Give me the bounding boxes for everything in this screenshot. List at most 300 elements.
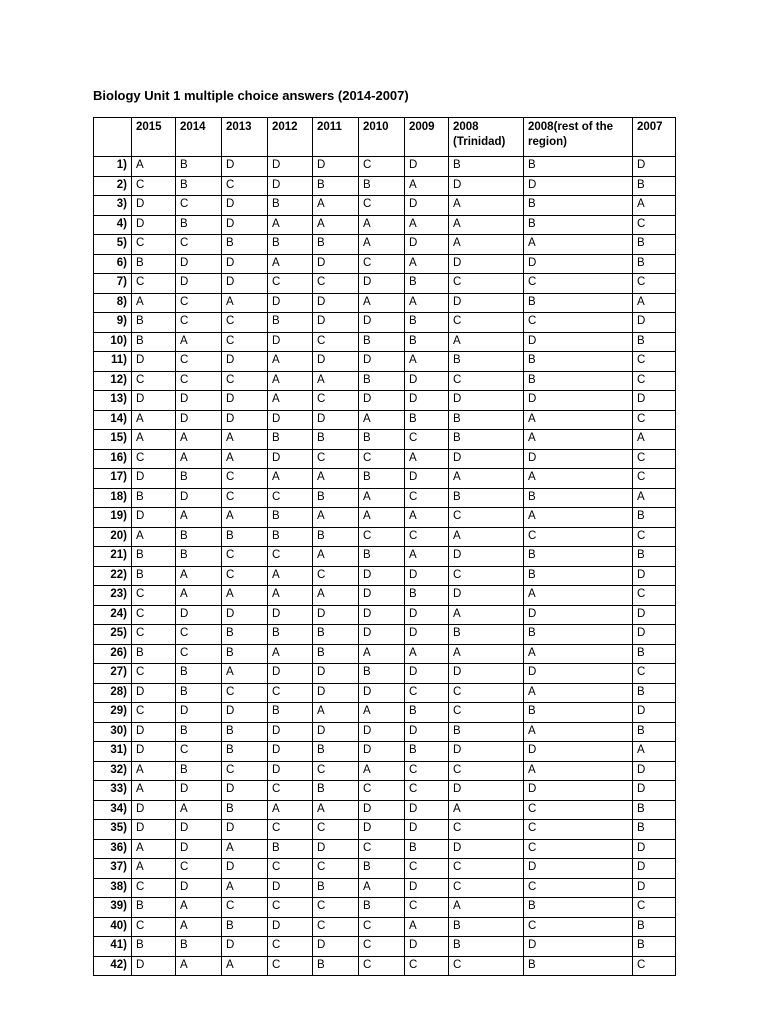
answer-cell: D <box>633 566 676 586</box>
answer-cell: C <box>313 566 359 586</box>
question-number: 19) <box>94 508 132 528</box>
answer-cell: B <box>359 430 405 450</box>
answer-cell: D <box>176 839 222 859</box>
table-row <box>94 196 676 216</box>
answer-cell: D <box>359 683 405 703</box>
answer-cell: D <box>222 703 268 723</box>
answer-cell: B <box>524 196 633 216</box>
answer-cell: A <box>524 644 633 664</box>
table-row <box>94 488 676 508</box>
answer-cell: D <box>359 800 405 820</box>
question-number: 39) <box>94 898 132 918</box>
answer-cell: A <box>268 391 313 411</box>
table-row <box>94 293 676 313</box>
answer-cell: D <box>405 820 449 840</box>
answer-cell: A <box>359 293 405 313</box>
column-header: 2013 <box>222 118 268 157</box>
answer-cell: C <box>268 488 313 508</box>
answer-cell: A <box>313 586 359 606</box>
answer-cell: C <box>222 683 268 703</box>
column-header: 2009 <box>405 118 449 157</box>
question-number: 35) <box>94 820 132 840</box>
answer-cell: D <box>268 332 313 352</box>
answer-cell: C <box>449 566 524 586</box>
answer-cell: C <box>405 430 449 450</box>
answer-cell: B <box>268 703 313 723</box>
question-number: 25) <box>94 625 132 645</box>
answer-cell: A <box>359 235 405 255</box>
answer-cell: C <box>132 703 176 723</box>
answer-cell: B <box>633 547 676 567</box>
question-number: 23) <box>94 586 132 606</box>
answer-cell: D <box>633 391 676 411</box>
answer-cell: D <box>313 664 359 684</box>
answer-cell: C <box>176 644 222 664</box>
answer-cell: A <box>222 839 268 859</box>
answer-cell: C <box>132 605 176 625</box>
table-row <box>94 508 676 528</box>
answer-cell: B <box>359 176 405 196</box>
answer-cell: B <box>359 898 405 918</box>
answer-cell: A <box>132 527 176 547</box>
answer-cell: D <box>176 703 222 723</box>
table-row <box>94 605 676 625</box>
answers-table <box>93 117 676 976</box>
answer-cell: A <box>524 430 633 450</box>
question-number: 29) <box>94 703 132 723</box>
answer-cell: B <box>313 488 359 508</box>
question-number: 32) <box>94 761 132 781</box>
answer-cell: D <box>524 391 633 411</box>
question-number: 12) <box>94 371 132 391</box>
answer-cell: D <box>176 391 222 411</box>
question-number: 31) <box>94 742 132 762</box>
answer-cell: D <box>313 157 359 177</box>
answer-cell: C <box>132 625 176 645</box>
answer-cell: D <box>405 878 449 898</box>
answer-cell: D <box>313 293 359 313</box>
answer-cell: D <box>268 176 313 196</box>
answer-cell: D <box>449 664 524 684</box>
answer-cell: A <box>449 527 524 547</box>
answer-cell: B <box>176 527 222 547</box>
answer-cell: D <box>449 547 524 567</box>
answer-cell: D <box>313 410 359 430</box>
answer-cell: B <box>313 644 359 664</box>
table-row <box>94 274 676 294</box>
question-number: 26) <box>94 644 132 664</box>
table-row <box>94 820 676 840</box>
question-number: 11) <box>94 352 132 372</box>
answer-cell: C <box>132 878 176 898</box>
answer-cell: D <box>524 781 633 801</box>
answer-cell: D <box>359 566 405 586</box>
answer-cell: B <box>132 332 176 352</box>
answer-cell: B <box>524 956 633 976</box>
answer-cell: C <box>633 956 676 976</box>
answer-cell: B <box>268 430 313 450</box>
answer-cell: D <box>268 917 313 937</box>
column-header: 2008 (Trinidad) <box>449 118 524 157</box>
answer-cell: B <box>524 371 633 391</box>
answer-cell: A <box>359 761 405 781</box>
column-header: 2007 <box>633 118 676 157</box>
answer-cell: B <box>176 215 222 235</box>
answer-cell: D <box>132 722 176 742</box>
answer-cell: B <box>405 313 449 333</box>
answer-cell: C <box>524 878 633 898</box>
answer-cell: D <box>359 722 405 742</box>
answer-cell: A <box>132 293 176 313</box>
answer-cell: C <box>633 371 676 391</box>
question-number: 33) <box>94 781 132 801</box>
answer-cell: D <box>268 664 313 684</box>
table-row <box>94 566 676 586</box>
answer-cell: C <box>176 313 222 333</box>
answer-cell: D <box>449 254 524 274</box>
answer-cell: B <box>405 410 449 430</box>
column-header: 2012 <box>268 118 313 157</box>
answer-cell: C <box>405 683 449 703</box>
answer-cell: A <box>524 508 633 528</box>
answer-cell: C <box>313 332 359 352</box>
question-number: 40) <box>94 917 132 937</box>
answer-cell: B <box>313 235 359 255</box>
answer-cell: D <box>313 254 359 274</box>
answer-cell: A <box>405 917 449 937</box>
answer-cell: B <box>268 313 313 333</box>
question-number: 21) <box>94 547 132 567</box>
answer-cell: D <box>359 605 405 625</box>
answer-cell: D <box>359 586 405 606</box>
answer-cell: B <box>449 625 524 645</box>
table-row <box>94 371 676 391</box>
table-row <box>94 352 676 372</box>
answer-cell: A <box>359 703 405 723</box>
answer-cell: A <box>222 293 268 313</box>
answer-cell: D <box>405 722 449 742</box>
answer-cell: D <box>359 625 405 645</box>
question-number: 34) <box>94 800 132 820</box>
answer-cell: C <box>268 859 313 879</box>
answer-cell: A <box>449 235 524 255</box>
answer-cell: B <box>222 527 268 547</box>
answer-cell: B <box>405 332 449 352</box>
answer-cell: C <box>449 683 524 703</box>
answer-cell: A <box>405 449 449 469</box>
table-row <box>94 956 676 976</box>
answer-cell: A <box>313 371 359 391</box>
answer-cell: C <box>313 274 359 294</box>
answer-cell: D <box>222 605 268 625</box>
answer-cell: D <box>405 469 449 489</box>
answer-cell: D <box>132 215 176 235</box>
answer-cell: B <box>633 683 676 703</box>
answer-cell: A <box>176 508 222 528</box>
answer-cell: B <box>132 566 176 586</box>
answer-cell: B <box>405 274 449 294</box>
table-row <box>94 644 676 664</box>
answer-cell: A <box>359 215 405 235</box>
answer-cell: B <box>633 332 676 352</box>
answer-cell: A <box>268 586 313 606</box>
answer-cell: D <box>176 605 222 625</box>
answer-cell: A <box>132 157 176 177</box>
answer-cell: C <box>633 469 676 489</box>
question-number: 27) <box>94 664 132 684</box>
answer-cell: B <box>313 742 359 762</box>
answer-cell: A <box>405 508 449 528</box>
answer-cell: D <box>449 742 524 762</box>
answer-cell: C <box>359 956 405 976</box>
answer-cell: C <box>176 235 222 255</box>
answer-cell: C <box>359 196 405 216</box>
answer-cell: A <box>268 352 313 372</box>
table-row <box>94 878 676 898</box>
answer-cell: C <box>359 937 405 957</box>
answers-body <box>94 157 676 976</box>
table-row <box>94 859 676 879</box>
answer-cell: B <box>524 215 633 235</box>
answer-cell: D <box>176 820 222 840</box>
table-row <box>94 800 676 820</box>
answer-cell: D <box>359 313 405 333</box>
answer-cell: A <box>405 176 449 196</box>
answer-cell: D <box>405 196 449 216</box>
answer-cell: C <box>176 625 222 645</box>
answer-cell: C <box>449 878 524 898</box>
answer-cell: B <box>359 469 405 489</box>
answer-cell: D <box>176 274 222 294</box>
answer-cell: A <box>449 898 524 918</box>
answer-cell: C <box>222 469 268 489</box>
question-number: 17) <box>94 469 132 489</box>
table-row <box>94 917 676 937</box>
answer-cell: B <box>176 176 222 196</box>
answer-cell: D <box>313 937 359 957</box>
answer-cell: C <box>633 215 676 235</box>
answer-cell: C <box>449 820 524 840</box>
question-number: 20) <box>94 527 132 547</box>
answer-cell: B <box>222 917 268 937</box>
table-row <box>94 332 676 352</box>
table-row <box>94 937 676 957</box>
column-header: 2010 <box>359 118 405 157</box>
answer-cell: D <box>633 605 676 625</box>
question-number: 24) <box>94 605 132 625</box>
answer-cell: D <box>132 683 176 703</box>
answer-cell: B <box>449 488 524 508</box>
answer-cell: D <box>405 625 449 645</box>
table-row <box>94 527 676 547</box>
answer-cell: D <box>449 176 524 196</box>
table-row <box>94 625 676 645</box>
answer-cell: A <box>268 566 313 586</box>
answer-cell: D <box>176 878 222 898</box>
question-number: 16) <box>94 449 132 469</box>
answer-cell: B <box>449 157 524 177</box>
answer-cell: C <box>524 800 633 820</box>
answer-cell: A <box>313 196 359 216</box>
answer-cell: A <box>176 430 222 450</box>
question-number: 6) <box>94 254 132 274</box>
answer-cell: A <box>524 683 633 703</box>
answer-cell: C <box>313 449 359 469</box>
answer-cell: C <box>268 956 313 976</box>
answer-cell: D <box>633 761 676 781</box>
answer-cell: A <box>176 586 222 606</box>
answer-cell: A <box>633 196 676 216</box>
answer-cell: D <box>313 683 359 703</box>
answer-cell: C <box>633 449 676 469</box>
answer-cell: D <box>524 859 633 879</box>
answer-cell: D <box>313 352 359 372</box>
table-row <box>94 839 676 859</box>
answer-cell: B <box>449 430 524 450</box>
answer-cell: C <box>405 859 449 879</box>
answer-cell: B <box>449 722 524 742</box>
answer-cell: A <box>633 742 676 762</box>
answer-cell: C <box>268 781 313 801</box>
answer-cell: C <box>132 917 176 937</box>
answer-cell: B <box>405 586 449 606</box>
header-row <box>94 118 676 157</box>
answer-cell: B <box>313 878 359 898</box>
answer-cell: A <box>222 586 268 606</box>
answer-cell: B <box>359 371 405 391</box>
answer-cell: C <box>176 293 222 313</box>
answer-cell: C <box>524 917 633 937</box>
answer-cell: A <box>524 235 633 255</box>
answer-cell: A <box>359 878 405 898</box>
answer-cell: B <box>268 625 313 645</box>
answer-cell: B <box>633 800 676 820</box>
question-number: 28) <box>94 683 132 703</box>
answer-cell: D <box>405 235 449 255</box>
answer-cell: D <box>359 274 405 294</box>
question-number: 10) <box>94 332 132 352</box>
answer-cell: D <box>176 254 222 274</box>
question-number: 7) <box>94 274 132 294</box>
answer-cell: D <box>222 410 268 430</box>
page-title: Biology Unit 1 multiple choice answers (2014-2007) <box>93 88 409 103</box>
answer-cell: A <box>524 410 633 430</box>
answer-cell: A <box>449 800 524 820</box>
answer-cell: B <box>359 859 405 879</box>
answer-cell: D <box>359 820 405 840</box>
answer-cell: D <box>222 274 268 294</box>
answer-cell: D <box>405 800 449 820</box>
answer-cell: A <box>268 371 313 391</box>
answer-cell: C <box>359 254 405 274</box>
answer-cell: C <box>313 391 359 411</box>
answer-cell: A <box>359 508 405 528</box>
answer-cell: D <box>222 937 268 957</box>
table-row <box>94 683 676 703</box>
answer-cell: C <box>359 449 405 469</box>
answer-cell: A <box>268 254 313 274</box>
column-header: 2014 <box>176 118 222 157</box>
answer-cell: A <box>268 215 313 235</box>
question-number: 37) <box>94 859 132 879</box>
answer-cell: B <box>405 703 449 723</box>
answer-cell: D <box>222 391 268 411</box>
answer-cell: D <box>222 352 268 372</box>
answer-cell: D <box>222 254 268 274</box>
answer-cell: C <box>222 176 268 196</box>
answer-cell: D <box>405 605 449 625</box>
answer-cell: D <box>524 176 633 196</box>
answer-cell: D <box>176 781 222 801</box>
answer-cell: A <box>132 859 176 879</box>
answer-cell: C <box>633 664 676 684</box>
answer-cell: B <box>313 956 359 976</box>
answer-cell: B <box>524 157 633 177</box>
answer-cell: A <box>132 839 176 859</box>
answer-cell: A <box>449 469 524 489</box>
answer-cell: B <box>524 898 633 918</box>
answer-cell: B <box>359 664 405 684</box>
answer-cell: A <box>313 703 359 723</box>
answer-cell: D <box>313 839 359 859</box>
answer-cell: A <box>405 254 449 274</box>
answer-cell: A <box>405 293 449 313</box>
answer-cell: B <box>524 703 633 723</box>
answer-cell: D <box>268 742 313 762</box>
answer-cell: D <box>405 371 449 391</box>
answer-cell: D <box>132 956 176 976</box>
answer-cell: D <box>633 839 676 859</box>
answer-cell: D <box>524 664 633 684</box>
answer-cell: A <box>449 605 524 625</box>
question-number: 36) <box>94 839 132 859</box>
answer-cell: B <box>222 800 268 820</box>
answer-cell: D <box>449 781 524 801</box>
answer-cell: D <box>449 449 524 469</box>
answer-cell: A <box>449 196 524 216</box>
table-row <box>94 664 676 684</box>
answer-cell: C <box>449 313 524 333</box>
answer-cell: D <box>633 878 676 898</box>
column-header: 2008(rest of the region) <box>524 118 633 157</box>
answer-cell: B <box>633 176 676 196</box>
answer-cell: B <box>176 761 222 781</box>
answer-cell: A <box>176 566 222 586</box>
answer-cell: A <box>222 878 268 898</box>
answer-cell: A <box>359 488 405 508</box>
question-number: 15) <box>94 430 132 450</box>
answer-cell: A <box>132 761 176 781</box>
answer-cell: A <box>176 800 222 820</box>
answer-cell: C <box>524 313 633 333</box>
table-row <box>94 391 676 411</box>
table-row <box>94 215 676 235</box>
answer-cell: D <box>633 859 676 879</box>
answer-cell: A <box>633 430 676 450</box>
answer-cell: A <box>449 332 524 352</box>
answer-cell: B <box>313 527 359 547</box>
table-row <box>94 449 676 469</box>
answer-cell: B <box>268 839 313 859</box>
answer-cell: D <box>132 508 176 528</box>
answer-cell: C <box>132 235 176 255</box>
answer-cell: A <box>359 644 405 664</box>
answer-cell: A <box>222 956 268 976</box>
table-row <box>94 410 676 430</box>
answer-cell: C <box>132 371 176 391</box>
answer-cell: C <box>222 898 268 918</box>
answer-cell: A <box>405 644 449 664</box>
